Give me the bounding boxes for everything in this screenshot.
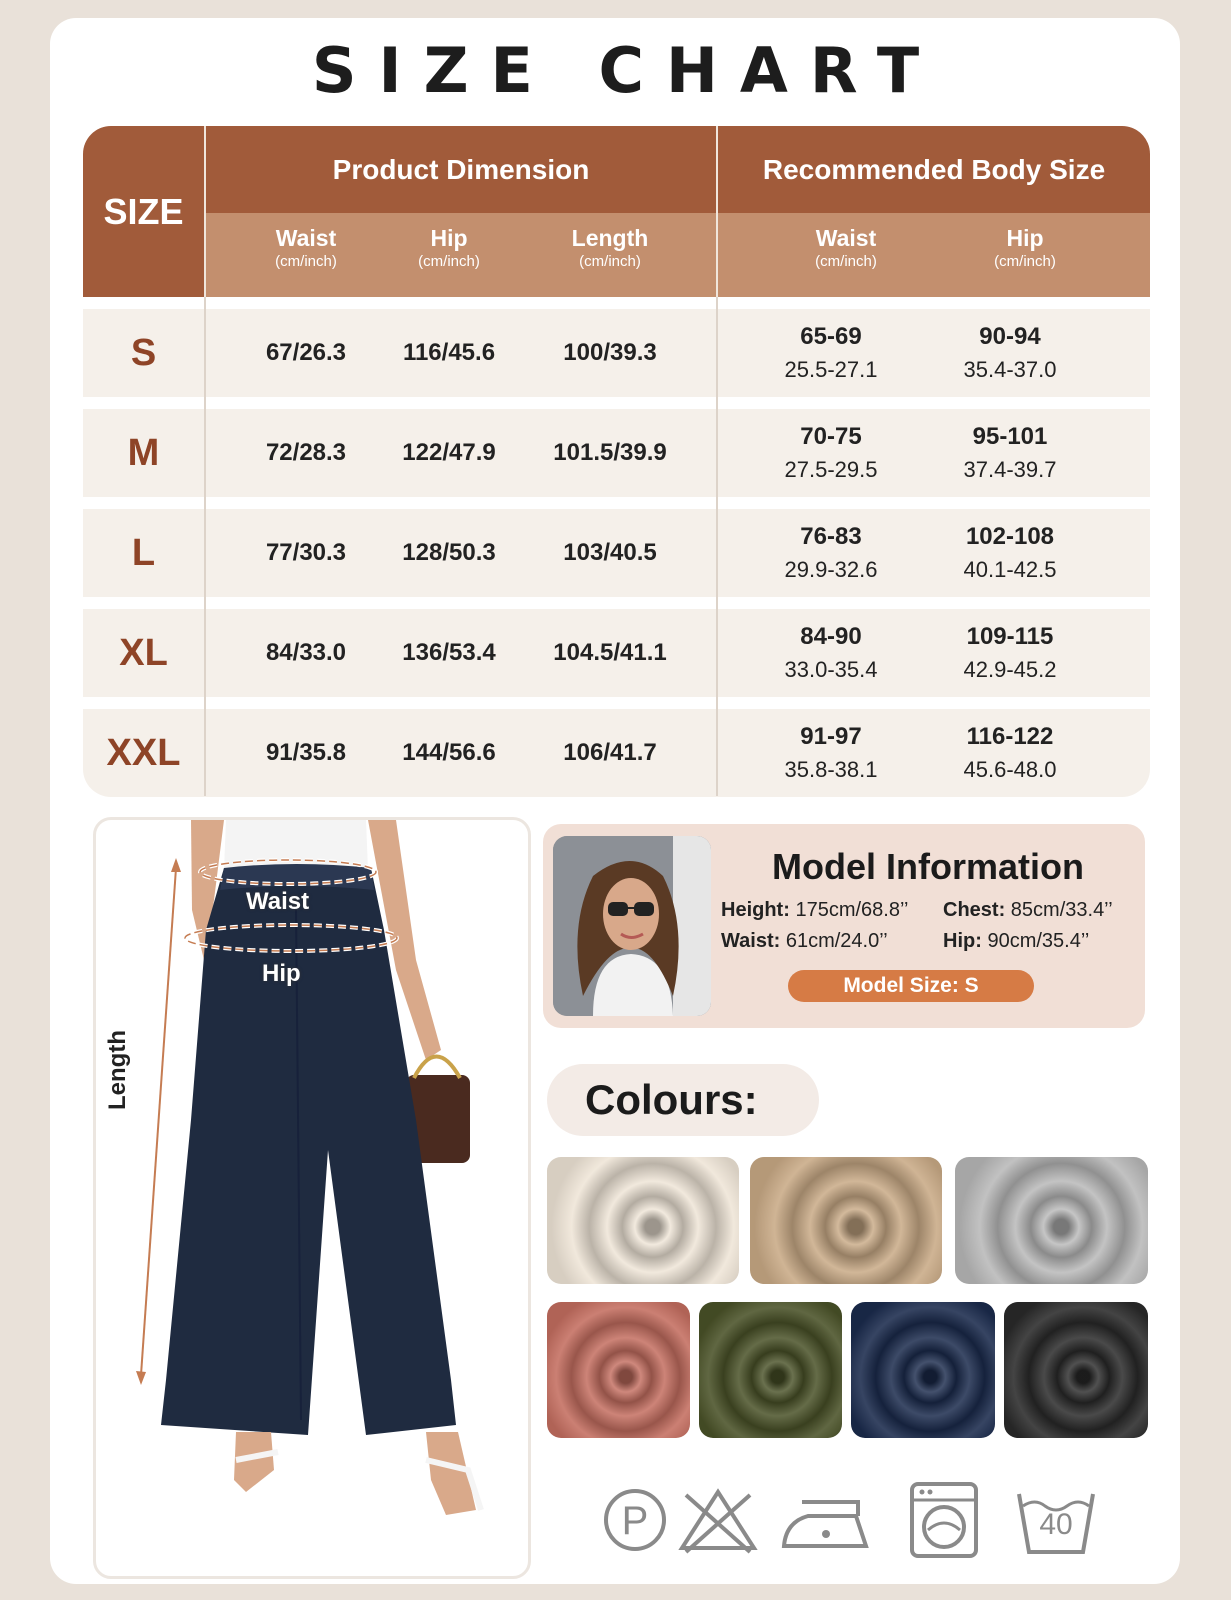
product-waist-value: 77/30.3 <box>265 539 347 566</box>
range-cm: 116-122 <box>966 723 1054 750</box>
range-inch: 25.5-27.1 <box>784 357 878 382</box>
product-hip-value: 122/47.9 <box>402 439 496 466</box>
body-hip-header <box>950 213 1100 270</box>
range-inch: 33.0-35.4 <box>784 657 878 682</box>
range-cm: 95-101 <box>972 423 1048 450</box>
model-size-badge: Model Size: S <box>788 970 1034 1002</box>
label: Height: <box>721 899 790 921</box>
header-divider <box>204 126 206 297</box>
product-hip-header <box>374 213 524 270</box>
do-not-bleach-icon <box>676 1480 760 1560</box>
range-inch: 42.9-45.2 <box>963 657 1057 682</box>
header-unit: (cm/inch) <box>418 253 480 270</box>
olive-swatch[interactable] <box>699 1302 842 1438</box>
range-cm: 70-75 <box>800 423 862 450</box>
table-row <box>83 409 1150 497</box>
header-name: Waist <box>275 225 337 251</box>
iron-low-heat-icon <box>778 1480 876 1560</box>
body-hip-range <box>925 709 1095 797</box>
model-information-panel <box>543 824 1145 1028</box>
header-divider <box>716 126 718 297</box>
range-cm: 65-69 <box>800 323 862 350</box>
size-label: S <box>130 331 157 374</box>
black-swatch[interactable] <box>1004 1302 1148 1438</box>
product-waist-value: 72/28.3 <box>265 439 347 466</box>
product-length-value: 100/39.3 <box>563 339 657 366</box>
table-row <box>83 309 1150 397</box>
column-divider <box>716 297 718 796</box>
value: 175cm/68.8’’ <box>795 899 909 921</box>
product-waist-header <box>231 213 381 270</box>
body-hip-range <box>925 309 1095 397</box>
header-unit: (cm/inch) <box>579 253 641 270</box>
product-length-value: 103/40.5 <box>563 539 657 566</box>
range-inch: 37.4-39.7 <box>963 457 1057 482</box>
body-waist-range <box>746 609 916 697</box>
product-dimension-header: Product Dimension <box>206 126 716 213</box>
range-inch: 35.4-37.0 <box>963 357 1057 382</box>
body-hip-range <box>925 609 1095 697</box>
product-hip-value: 116/45.6 <box>402 339 496 366</box>
model-hip <box>943 930 1089 953</box>
colours-label: Colours: <box>547 1064 819 1136</box>
navy-swatch[interactable] <box>851 1302 995 1438</box>
product-measurement-image <box>93 817 531 1579</box>
size-column-header: SIZE <box>83 126 204 297</box>
range-inch: 27.5-29.5 <box>784 457 878 482</box>
range-cm: 90-94 <box>979 323 1041 350</box>
range-inch: 29.9-32.6 <box>784 557 878 582</box>
column-divider <box>204 297 206 796</box>
range-cm: 91-97 <box>800 723 862 750</box>
product-subheader-row <box>206 213 716 297</box>
table-row <box>83 709 1150 797</box>
light-grey-swatch[interactable] <box>955 1157 1148 1284</box>
header-unit: (cm/inch) <box>994 253 1056 270</box>
pants-illustration <box>96 820 528 1576</box>
page-title: SIZE CHART <box>311 34 942 107</box>
range-cm: 76-83 <box>800 523 862 550</box>
label: Chest: <box>943 899 1006 921</box>
wash-temperature: 40 <box>1039 1508 1073 1541</box>
product-length-value: 104.5/41.1 <box>553 639 667 666</box>
product-waist-value: 67/26.3 <box>265 339 347 366</box>
size-label: XL <box>119 631 168 674</box>
range-cm: 109-115 <box>966 623 1054 650</box>
range-cm: 84-90 <box>800 623 862 650</box>
body-waist-range <box>746 509 916 597</box>
professional-dry-clean-icon <box>595 1480 675 1560</box>
value: 90cm/35.4’’ <box>987 930 1090 952</box>
product-length-value: 101.5/39.9 <box>553 439 667 466</box>
waist-label: Waist <box>246 888 310 915</box>
body-waist-range <box>746 409 916 497</box>
body-hip-range <box>925 409 1095 497</box>
svg-text:P: P <box>621 1499 649 1543</box>
product-waist-value: 91/35.8 <box>265 739 347 766</box>
model-height <box>721 899 909 922</box>
body-hip-range <box>925 509 1095 597</box>
body-waist-range <box>746 309 916 397</box>
label: Hip: <box>943 930 982 952</box>
header-name: Waist <box>815 225 877 251</box>
product-waist-value: 84/33.0 <box>265 639 347 666</box>
product-hip-value: 136/53.4 <box>402 639 496 666</box>
model-photo <box>553 836 711 1016</box>
header-name: Hip <box>430 225 468 251</box>
size-table <box>83 126 1150 796</box>
body-waist-range <box>746 709 916 797</box>
length-label: Length <box>104 1030 131 1110</box>
range-cm: 102-108 <box>965 523 1055 550</box>
model-waist <box>721 930 888 953</box>
coral-swatch[interactable] <box>547 1302 690 1438</box>
header-name: Hip <box>1006 225 1044 251</box>
product-hip-value: 144/56.6 <box>402 739 496 766</box>
body-waist-header <box>771 213 921 270</box>
range-inch: 35.8-38.1 <box>784 757 878 782</box>
tumble-dry-icon <box>908 1480 980 1560</box>
range-inch: 45.6-48.0 <box>963 757 1057 782</box>
range-inch: 40.1-42.5 <box>963 557 1057 582</box>
khaki-swatch[interactable] <box>750 1157 942 1284</box>
table-row <box>83 609 1150 697</box>
header-name: Length <box>571 225 649 251</box>
header-unit: (cm/inch) <box>815 253 877 270</box>
model-info-title: Model Information <box>772 846 1084 887</box>
size-label: XXL <box>106 731 181 774</box>
value: 85cm/33.4’’ <box>1010 899 1113 921</box>
recommended-body-size-header: Recommended Body Size <box>718 126 1150 213</box>
size-label: L <box>131 531 156 574</box>
label: Waist: <box>721 930 781 952</box>
table-row <box>83 509 1150 597</box>
size-label: M <box>127 431 160 474</box>
model-chest <box>943 899 1113 922</box>
product-hip-value: 128/50.3 <box>402 539 496 566</box>
body-subheader-row <box>718 213 1150 297</box>
value: 61cm/24.0’’ <box>785 930 888 952</box>
header-unit: (cm/inch) <box>275 253 337 270</box>
hip-label: Hip <box>262 960 301 987</box>
product-length-value: 106/41.7 <box>563 739 657 766</box>
product-length-header <box>535 213 685 270</box>
cream-swatch[interactable] <box>547 1157 739 1284</box>
